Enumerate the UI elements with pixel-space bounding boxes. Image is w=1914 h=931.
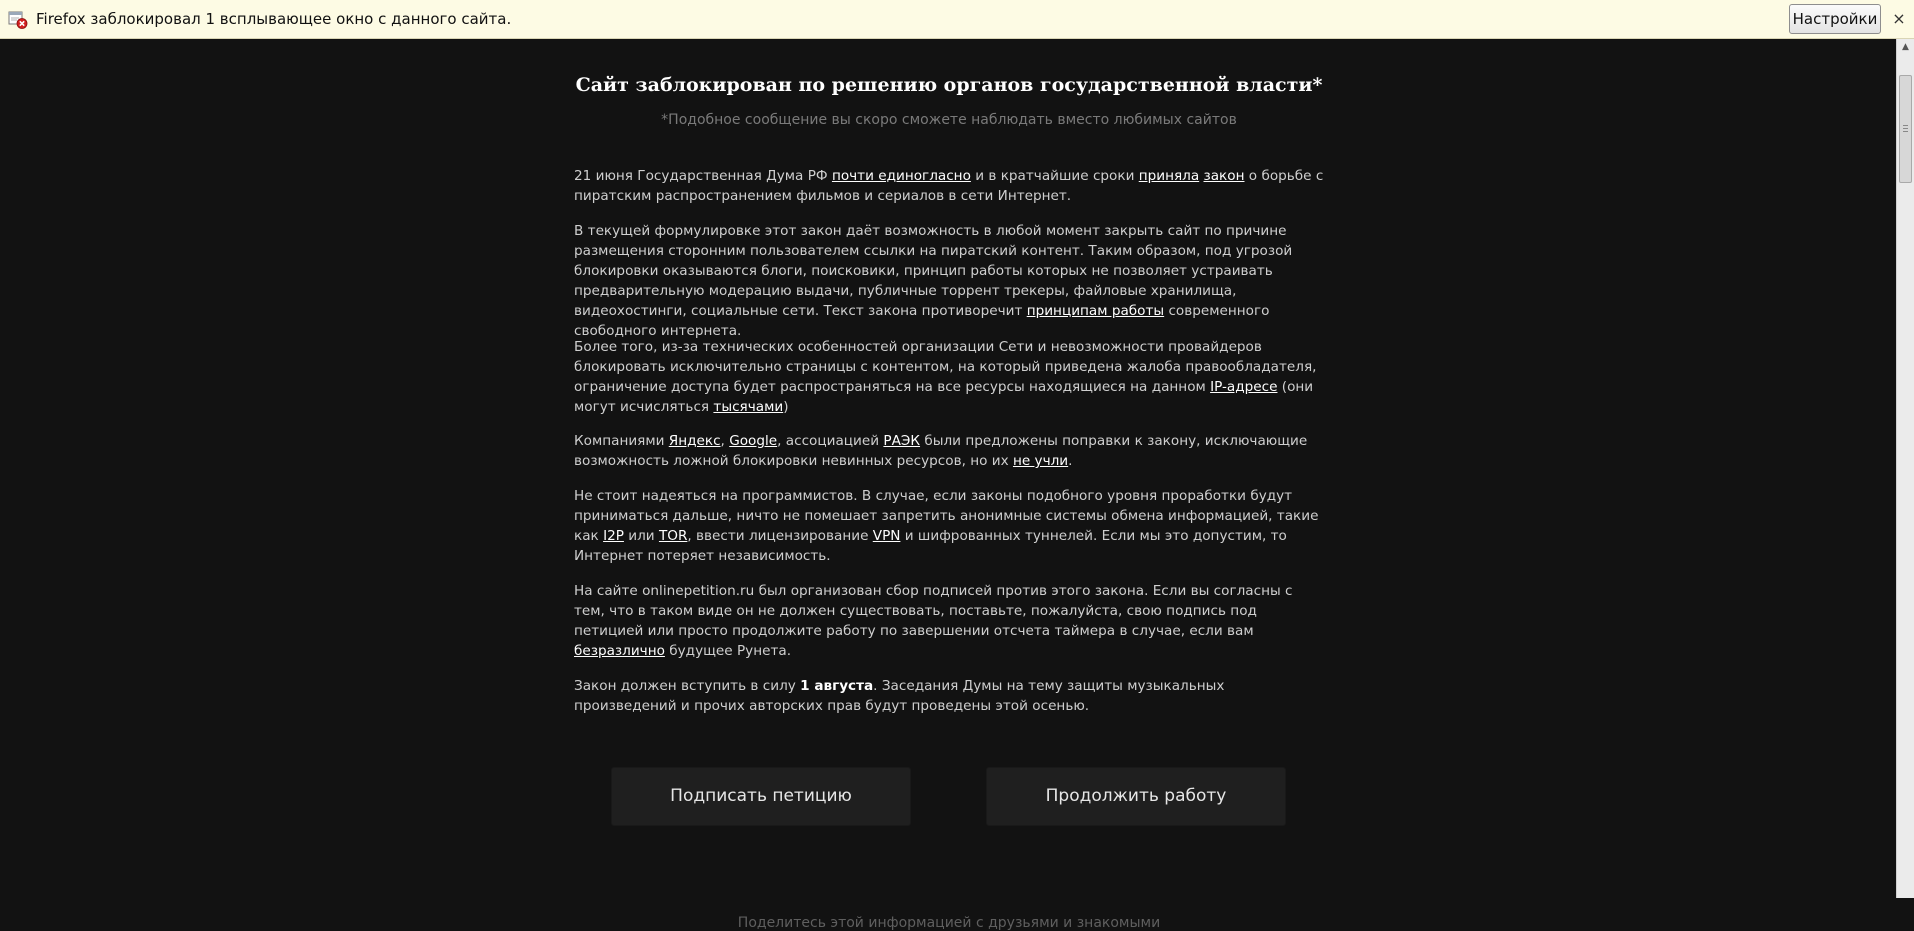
paragraph (574, 166, 1324, 206)
paragraph (574, 337, 1324, 417)
paragraph-text: и в кратчайшие сроки (970, 168, 1139, 184)
grip-line (1903, 131, 1908, 132)
paragraph (574, 486, 1324, 566)
paragraph-text: и шифрованных туннелей. Если мы это допустим, то Интернет потеряет независимость. (574, 528, 1287, 564)
inline-link[interactable]: I2P (603, 528, 624, 544)
inline-link[interactable]: приняла (1138, 168, 1200, 184)
bold-text: 1 августа (800, 678, 874, 694)
paragraph-text: В текущей формулировке этот закон даёт возможность в любой момент закрыть сайт по причине размещения сторонним пользователем ссылки на пиратский контент. Таким образом, под угрозой блокировки оказываются блоги, поисковики, принцип работы которых не позволяет устраивать предварительную модерацию выдачи, публичные торрент трекеры, файловые хранилища, видеохостинги, социальные сети. Текст закона противоречит (574, 223, 1293, 319)
inline-link[interactable]: безразлично (574, 643, 665, 659)
close-icon[interactable]: × (1892, 9, 1906, 28)
paragraph-text: современного свободного интернета. (574, 303, 1270, 339)
paragraph-text: будущее Рунета. (664, 643, 792, 659)
inline-link[interactable]: IP-адресе (1210, 379, 1278, 395)
paragraph-text: . (1068, 453, 1073, 469)
grip-line (1903, 125, 1908, 126)
paragraph-text: На сайте onlinepetition.ru был организован сбор подписей против этого закона. Если вы согласны с тем, что в таком виде он не должен существовать, поставьте, пожалуйста, свою подпись под петицией или просто продолжите работу по завершении отсчета таймера в случае, если вам (574, 583, 1293, 639)
paragraph-text: , ассоциацией (777, 433, 884, 449)
notification-settings-button[interactable]: Настройки (1789, 4, 1881, 34)
paragraph-text: о борьбе с пиратским распространением фильмов и сериалов в сети Интернет. (574, 168, 1324, 204)
paragraph-text: были предложены поправки к закону, исключающие возможность ложной блокировки невинных ресурсов, но их (574, 433, 1308, 469)
paragraph-text: . Заседания Думы на тему защиты музыкальных произведений и прочих авторских прав будут проведены этой осенью. (574, 678, 1225, 714)
inline-link[interactable]: тысячами (713, 399, 784, 415)
paragraph-text: 21 июня Государственная Дума РФ (574, 168, 832, 184)
inline-link[interactable]: Google (729, 433, 778, 449)
scroll-up-arrow-icon[interactable]: ▲ (1902, 42, 1909, 52)
inline-link[interactable]: не учли (1012, 453, 1069, 469)
paragraph (574, 221, 1324, 341)
paragraph-text: (они могут исчисляться (574, 379, 1314, 415)
paragraph-text: , (720, 433, 730, 449)
paragraph-text: ) (783, 399, 789, 415)
inline-link[interactable]: TOR (658, 528, 688, 544)
page-subtitle: *Подобное сообщение вы скоро сможете наблюдать вместо любимых сайтов (661, 112, 1237, 128)
inline-link[interactable]: Яндекс (668, 433, 721, 449)
grip-line (1903, 128, 1908, 129)
paragraph-text: Не стоит надеяться на программистов. В случае, если законы подобного уровня проработки будут приниматься дальше, ничто не помешает запретить анонимные системы обмена информацией, такие как (574, 488, 1319, 544)
paragraph-text: Компаниями (574, 433, 669, 449)
inline-link[interactable]: закон (1203, 168, 1245, 184)
scrollbar-thumb[interactable] (1899, 75, 1912, 183)
page-scrollbar[interactable] (1896, 39, 1914, 898)
continue-work-button[interactable]: Продолжить работу (986, 767, 1286, 826)
popup-notification-text: Firefox заблокировал 1 всплывающее окно с данного сайта. (36, 10, 512, 28)
sign-petition-button[interactable]: Подписать петицию (611, 767, 911, 826)
inline-link[interactable]: РАЭК (883, 433, 921, 449)
inline-link[interactable]: почти единогласно (831, 168, 971, 184)
paragraph-text: или (623, 528, 659, 544)
page-title: Сайт заблокирован по решению органов государственной власти* (575, 74, 1323, 96)
inline-link[interactable]: принципам работы (1026, 303, 1165, 319)
paragraph (574, 431, 1324, 471)
paragraph-text: Более того, из-за технических особенностей организации Сети и невозможности провайдеров блокировать исключительно страницы с контентом, на который приведена жалоба правообладателя, ограничение доступа будет распространяться на все ресурсы находящиеся на данном (574, 339, 1317, 395)
paragraph (574, 581, 1324, 661)
paragraph-text: , ввести лицензирование (687, 528, 873, 544)
paragraph (574, 676, 1324, 716)
paragraph-text: Закон должен вступить в силу (574, 678, 801, 694)
inline-link[interactable]: VPN (872, 528, 901, 544)
popup-notification-bar (0, 0, 1914, 39)
popup-blocked-icon (8, 11, 28, 29)
share-text: Поделитесь этой информацией с друзьями и знакомыми (737, 915, 1161, 931)
